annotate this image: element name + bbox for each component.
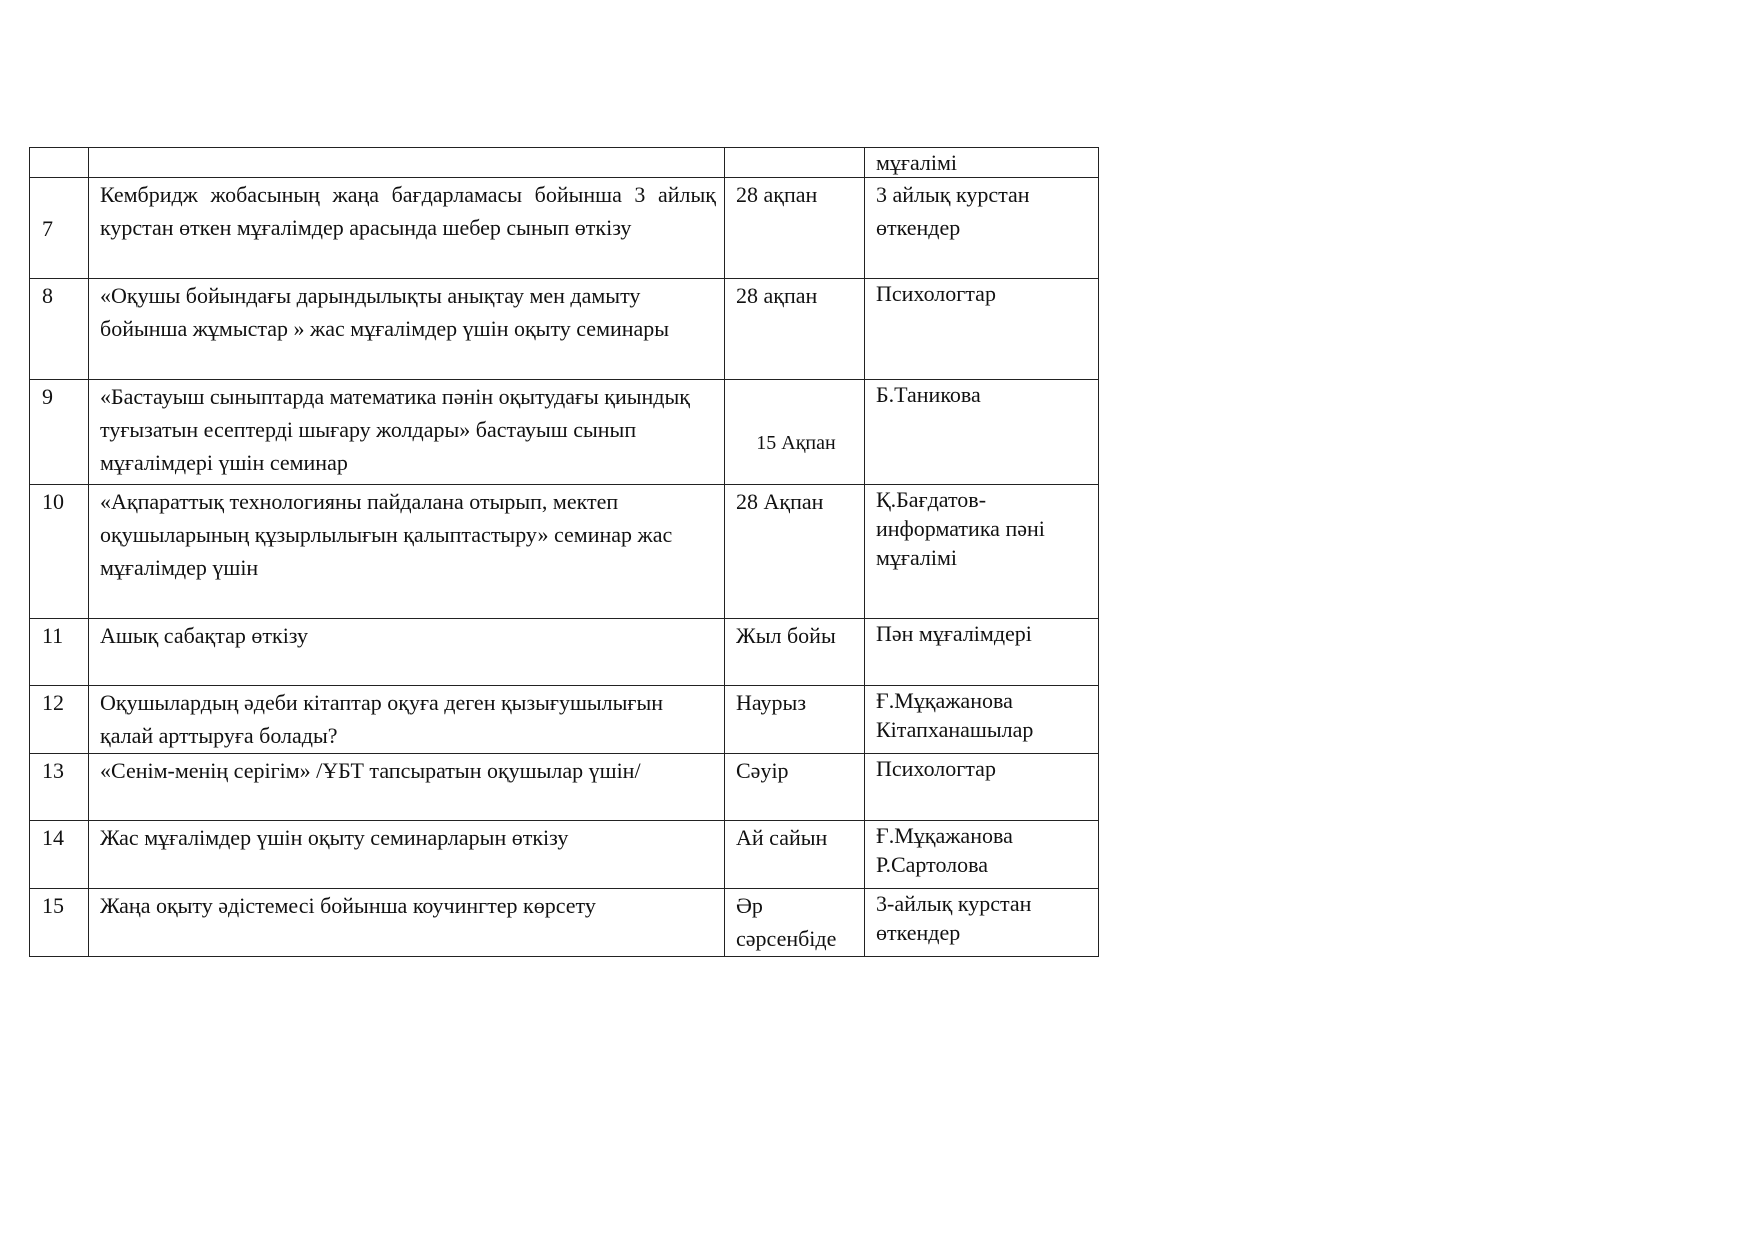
row-event: Оқушылардың әдеби кітаптар оқуға деген қызығушылығын қалай арттыруға болады?	[89, 686, 725, 754]
table-row	[30, 485, 1099, 619]
row-event: «Ақпараттық технологияны пайдалана отырып, мектеп оқушыларының құзырлылығын қалыптастыру» семинар жас мұғалімдер үшін	[89, 485, 725, 619]
row-number	[30, 148, 89, 178]
row-event: Ашық сабақтар өткізу	[89, 619, 725, 686]
row-number: 15	[30, 889, 89, 957]
row-date: 28 Ақпан	[725, 485, 865, 619]
row-responsible: 3-айлық курстан өткендер	[865, 889, 1099, 957]
row-number: 12	[30, 686, 89, 754]
row-number: 8	[30, 279, 89, 380]
row-number: 11	[30, 619, 89, 686]
row-responsible: Пән мұғалімдері	[865, 619, 1099, 686]
row-event: «Сенім-менің серігім» /ҰБТ тапсыратын оқушылар үшін/	[89, 754, 725, 821]
table-row	[30, 754, 1099, 821]
row-responsible: Қ.Бағдатов-информатика пәні мұғалімі	[865, 485, 1099, 619]
row-responsible: Б.Таникова	[865, 380, 1099, 485]
row-date: 15 Ақпан	[725, 380, 865, 485]
table-row	[30, 178, 1099, 279]
row-date: 28 ақпан	[725, 178, 865, 279]
row-event: Кембридж жобасының жаңа бағдарламасы бойынша 3 айлық курстан өткен мұғалімдер арасында шебер сынып өткізу	[89, 178, 725, 279]
row-date: Наурыз	[725, 686, 865, 754]
table-row	[30, 279, 1099, 380]
row-date: 28 ақпан	[725, 279, 865, 380]
row-event: «Оқушы бойындағы дарындылықты анықтау мен дамыту бойынша жұмыстар » жас мұғалімдер үшін оқыту семинары	[89, 279, 725, 380]
row-number: 10	[30, 485, 89, 619]
table-row-continued	[30, 148, 1099, 178]
table-row	[30, 619, 1099, 686]
row-number: 13	[30, 754, 89, 821]
table-row	[30, 686, 1099, 754]
row-date: Әр сәрсенбіде	[725, 889, 865, 957]
row-date: Сәуір	[725, 754, 865, 821]
row-responsible: Ғ.Мұқажанова Кітапханашылар	[865, 686, 1099, 754]
row-event: Жаңа оқыту әдістемесі бойынша коучингтер көрсету	[89, 889, 725, 957]
row-responsible: Психологтар	[865, 279, 1099, 380]
plan-table	[29, 147, 1099, 957]
row-responsible: Психологтар	[865, 754, 1099, 821]
row-number: 9	[30, 380, 89, 485]
table-row	[30, 821, 1099, 889]
row-date: Жыл бойы	[725, 619, 865, 686]
row-event	[89, 148, 725, 178]
row-number: 7	[30, 178, 89, 279]
row-responsible: 3 айлық курстан өткендер	[865, 178, 1099, 279]
row-date	[725, 148, 865, 178]
table-row	[30, 889, 1099, 957]
row-date: Ай сайын	[725, 821, 865, 889]
table-row	[30, 380, 1099, 485]
row-responsible: мұғалімі	[865, 148, 1099, 178]
row-event: Жас мұғалімдер үшін оқыту семинарларын өткізу	[89, 821, 725, 889]
row-event: «Бастауыш сыныптарда математика пәнін оқытудағы қиындық туғызатын есептерді шығару жолдары» бастауыш сынып мұғалімдері үшін семинар	[89, 380, 725, 485]
row-responsible: Ғ.Мұқажанова Р.Сартолова	[865, 821, 1099, 889]
row-number: 14	[30, 821, 89, 889]
